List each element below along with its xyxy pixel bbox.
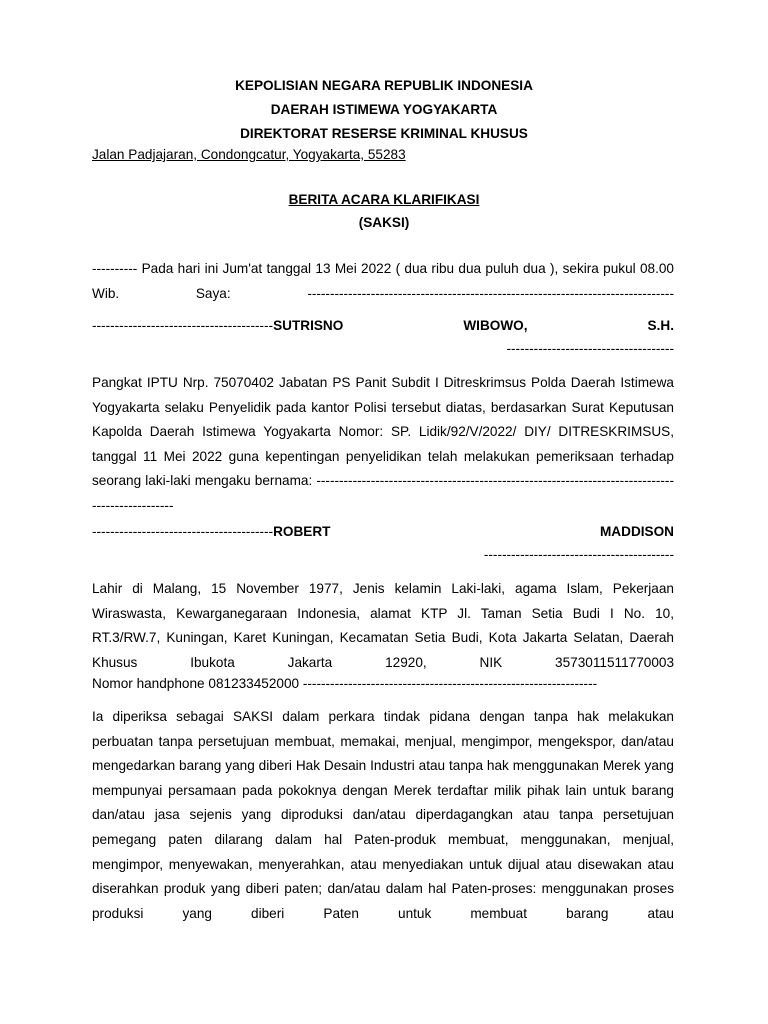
- document-title: BERITA ACARA KLARIFIKASI: [288, 192, 480, 207]
- officer-trailing-dashes: -------------------------------------: [506, 341, 674, 356]
- rank-paragraph: Pangkat IPTU Nrp. 75070402 Jabatan PS Panit Subdit I Ditreskrimsus Polda Daerah Istimewa Yogyakarta selaku Penyelidik pada kantor Polisi tersebut diatas, berdasarkan Surat Keputusan Kapolda Daerah Istimewa Yogyakarta Nomor: SP. Lidik/92/V/2022/ DIY/ DITRESKRIMSUS, tanggal 11 Mei 2022 guna kepentingan penyelidikan telah melakukan pemeriksaan terhadap seorang laki-laki mengaku bernama: -------------------------------------------------------------------------------------------------: [92, 375, 674, 513]
- witness-trailing-dashes: ------------------------------------------: [483, 547, 674, 562]
- header-address: Jalan Padjajaran, Condongcatur, Yogyakarta, 55283: [92, 147, 406, 162]
- witness-first-name: ----------------------------------------ROBERT: [92, 524, 331, 539]
- officer-first-name: ----------------------------------------SUTRISNO: [92, 318, 344, 333]
- header-directorate: DIREKTORAT RESERSE KRIMINAL KHUSUS: [240, 126, 528, 141]
- phone-line: Nomor handphone 081233452000 -----------------------------------------------------------------: [92, 676, 598, 691]
- header-region: DAERAH ISTIMEWA YOGYAKARTA: [270, 102, 498, 117]
- witness-last-name: MADDISON: [599, 524, 674, 539]
- birth-paragraph: Lahir di Malang, 15 November 1977, Jenis kelamin Laki-laki, agama Islam, Pekerjaan Wiraswasta, Kewarganegaraan Indonesia, alamat KTP Jl. Taman Setia Budi I No. 10, RT.3/RW.7, Kuningan, Karet Kuningan, Kecamatan Setia Budi, Kota Jakarta Selatan, Daerah Khusus Ibukota Jakarta 12920, NIK 3573011511770003: [92, 581, 674, 670]
- header-institution: KEPOLISIAN NEGARA REPUBLIK INDONESIA: [235, 78, 533, 93]
- officer-name-line: [92, 318, 674, 333]
- officer-last-name: WIBOWO,: [463, 318, 528, 333]
- witness-name-line: [92, 524, 674, 539]
- officer-title: S.H.: [647, 318, 674, 333]
- case-paragraph: Ia diperiksa sebagai SAKSI dalam perkara tindak pidana dengan tanpa hak melakukan perbuatan tanpa persetujuan membuat, memakai, menjual, mengimpor, mengekspor, dan/atau mengedarkan barang yang diberi Hak Desain Industri atau tanpa hak menggunakan Merek yang mempunyai persamaan pada pokoknya dengan Merek terdaftar milik pihak lain untuk barang dan/atau jasa sejenis yang diproduksi dan/atau diperdagangkan atau tanpa persetujuan pemegang paten dilarang dalam hal Paten-produk membuat, menggunakan, menjual, mengimpor, menyewakan, menyerahkan, atau menyediakan untuk dijual atau disewakan atau diserahkan produk yang diberi paten; dan/atau dalam hal Paten-proses: menggunakan proses produksi yang diberi Paten untuk membuat barang atau: [92, 709, 674, 921]
- document-subtitle: (SAKSI): [358, 215, 410, 230]
- intro-paragraph: ---------- Pada hari ini Jum'at tanggal 13 Mei 2022 ( dua ribu dua puluh dua ), sekira pukul 08.00 Wib. Saya: ---------------------------------------------------------------------------------: [92, 261, 674, 301]
